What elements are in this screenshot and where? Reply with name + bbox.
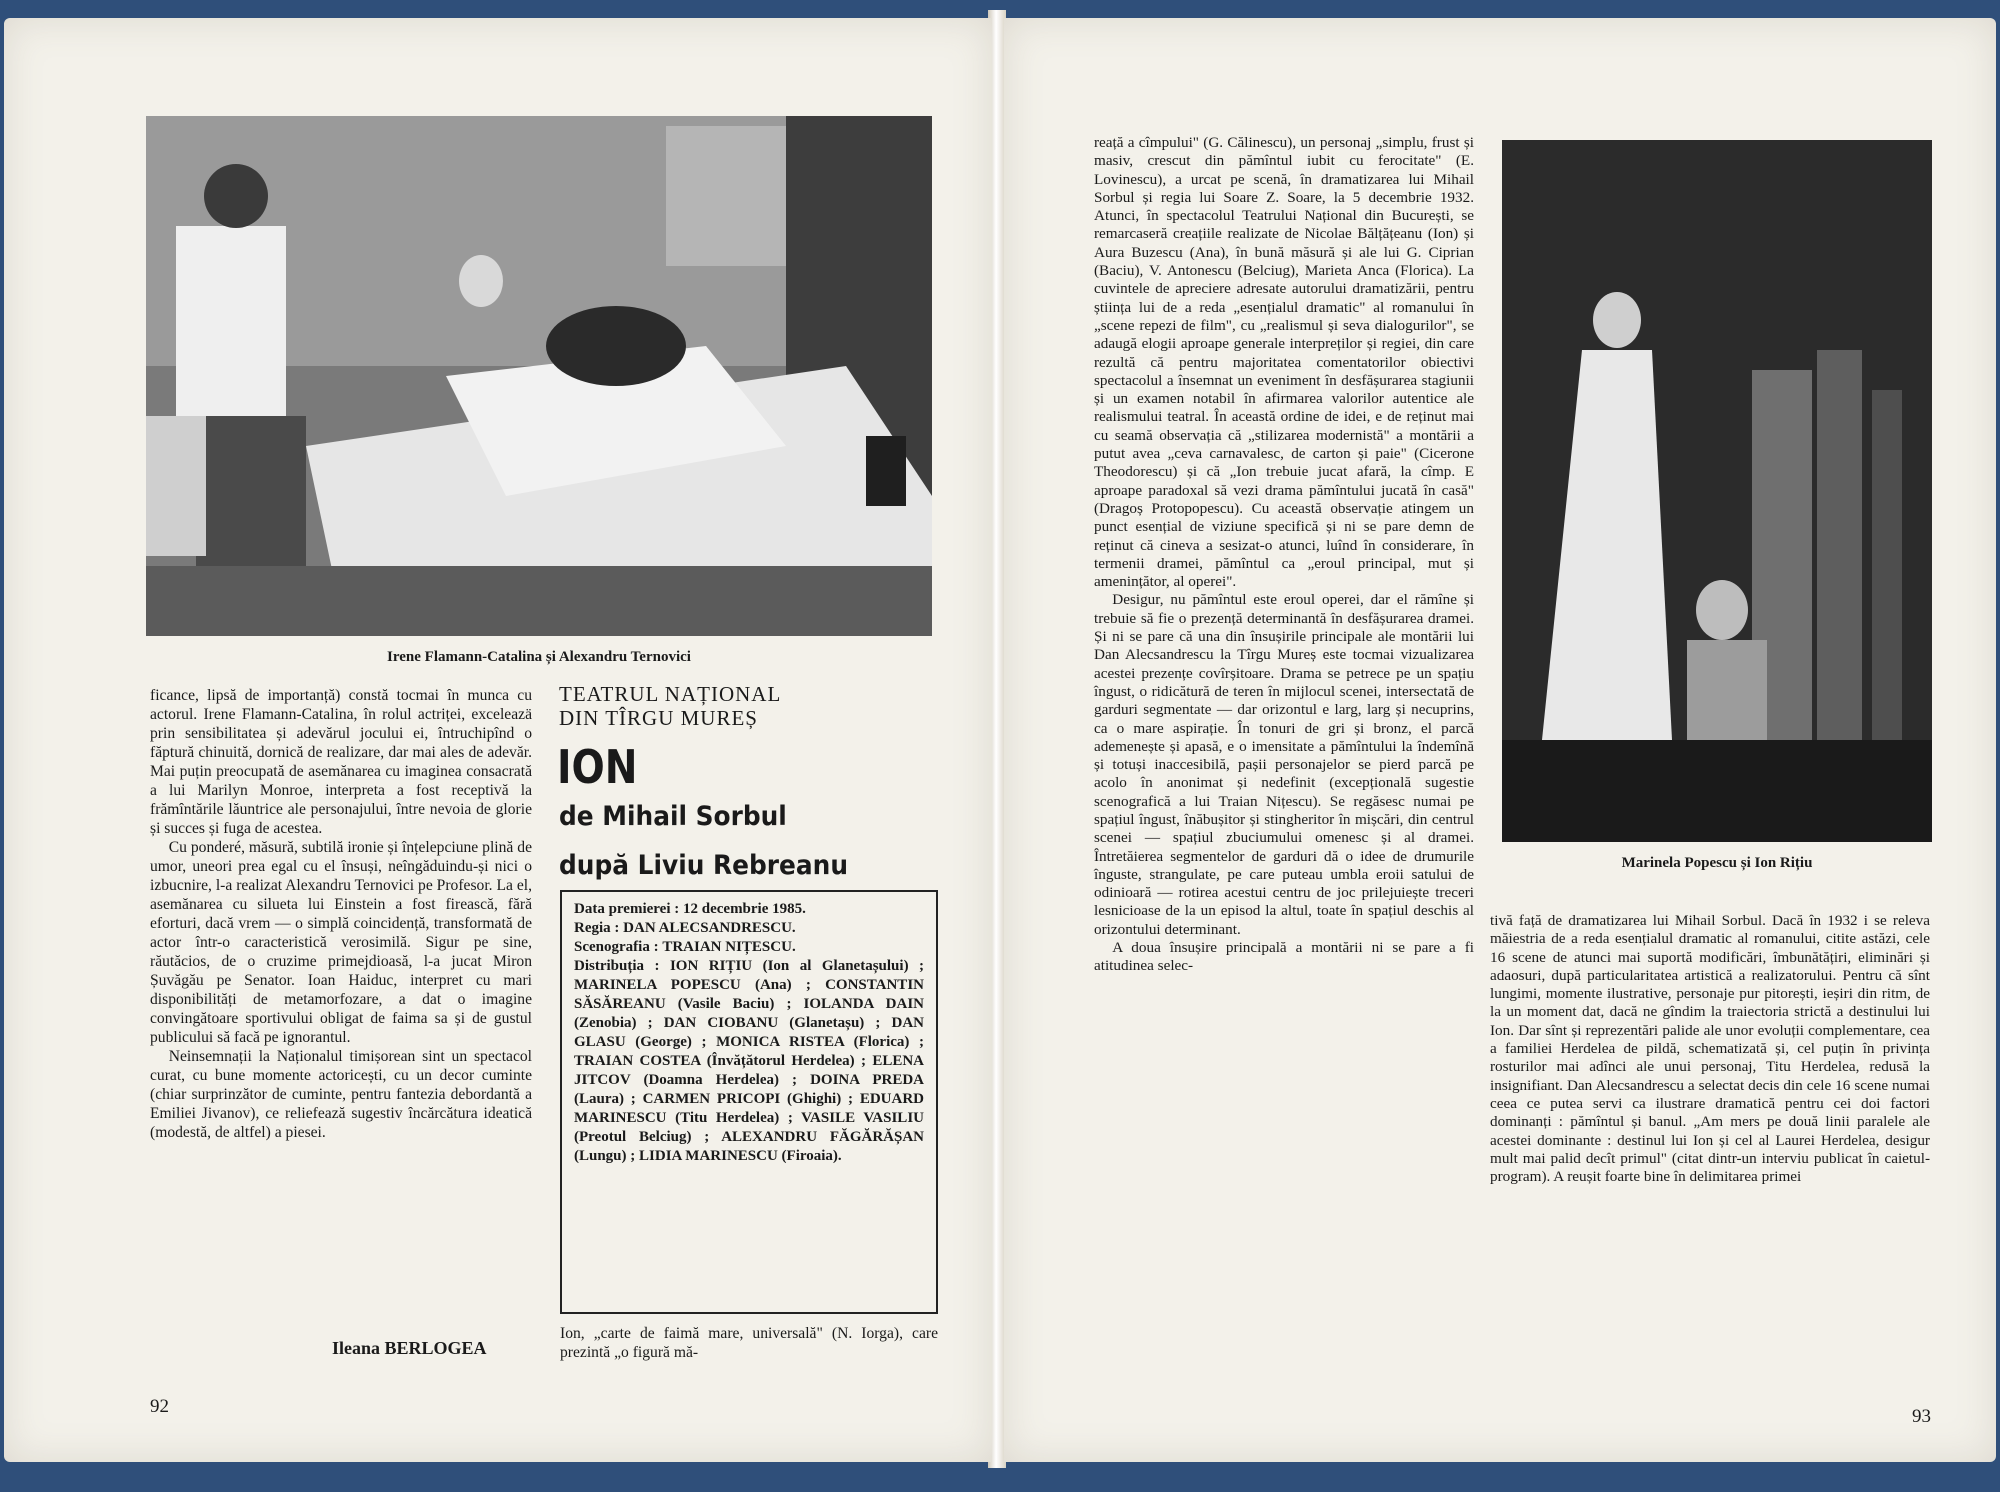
article-column-left xyxy=(1094,134,1474,976)
author-signature: Ileana BERLOGEA xyxy=(332,1338,487,1358)
theatre-name-line: DIN TÎRGU MUREȘ xyxy=(559,706,758,730)
theatre-name xyxy=(559,682,889,730)
director-label: Regia : xyxy=(574,920,620,936)
article-column-right xyxy=(1490,912,1930,1186)
paragraph: reață a cîmpului" (G. Călinescu), un personaj „simplu, frust și masiv, crescut din pămîntul iubit cu ferocitate" (E. Lovinescu), a urcat pe scenă, în dramatizarea lui Mihail Sorbul și regia lui Soare Z. Soare, la 5 decembrie 1932. Atunci, în spectacolul Teatrului Național din București, se remarcaseră creațiile realizate de Nicolae Bălțățeanu (Ion) și Aura Buzescu (Ana), în bună măsură și ale lui G. Ciprian (Baciu), V. Antonescu (Belciug), Marieta Anca (Florica). La cuvintele de apreciere adresate autorului dramatizării, pentru știința lui de a reda „esențialul dramatic" al romanului în „scene repezi de film", cu „realismul și seva dialogurilor", se adaugă elogii aproape generale interpreților și regiei, din care rezultă că pentru majoritatea comentatorilor obiectivi spectacolul a însemnat un eveniment în desfășurarea stagiunii și un examen notabil în afirmarea valorilor autentice ale realismului teatral. În această ordine de idei, e de reținut mai cu seamă observația că „stilizarea modernistă" a montării a putut avea „ceva carnavalesc, de carton și paie" (Cicerone Theodorescu) și că „Ion trebuie jucat afară, la cîmp. E aproape paradoxal să vezi drama pămîntului jucată în casă" (Dragoș Protopopescu). Cu această observație atingem un punct esențial de viziune specifică și ni se pare demn de reținut că cineva a sesizat-o atunci, luînd în considerare, în termenii dramei, pămîntul ca „eroul principal, mut și amenințător, al operei". xyxy=(1094,134,1474,591)
director-value: DAN ALECSANDRESCU. xyxy=(623,920,796,936)
adaptation-line: după Liviu Rebreanu xyxy=(559,850,849,881)
paragraph: ficance, lipsă de importanță) constă tocmai în munca cu actorul. Irene Flamann-Catalina, în rolul actriței, exceleazä prin sensibilitatea și adevărul jocului ei, întruchipînd o făptură chinuită, dornică de realizare, dar mai ales de adevăr. Mai puțin preocupată de asemănarea cu imaginea consacrată a lui Marilyn Monroe, interpreta a fost receptivă la frămîntările lăuntrice ale personajului, între nevoia de glorie și succes și fuga de acestea. xyxy=(150,687,532,837)
theatre-name-line: TEATRUL NAȚIONAL xyxy=(559,682,782,706)
page-number-left: 92 xyxy=(150,1396,169,1417)
play-title: ION xyxy=(557,740,638,794)
paragraph: Neinsemnații la Naționalul timișorean sint un spectacol curat, cu bune momente actoricești, cu un decor cuminte (chiar surprinzător de cuminte, pentru fantezia debordantă a Emiliei Jivanov), ce reliefează sugestiv încărcătura ideatică (modestă, de altfel) a piesei. xyxy=(150,1048,532,1141)
paragraph: Cu ponderé, măsură, subtilă ironie și înțelepciune plină de umor, uneori prea egal cu el însuși, neîngăduindu-și nici o izbucnire, l-a realizat Alexandru Ternovici pe Profesor. La el, asemănarea cu silueta lui Einstein a fost firească, fără eforturi, dacă vrem — o simplă coincidență, transformată de actor într-o caracteristică verosimilă. Sigur pe sine, răutăcios, de o cruzime primejdioasă, l-a jucat Miron Șuvăgău pe Senator. Ioan Haiduc, interpret cu mari disponibilități de metamorfozare, a dat o imagine convingătoare sportivului obligat de faima sa și de gustul publicului să facă pe ignorantul. xyxy=(150,839,532,1046)
photo-bed-scene xyxy=(146,116,932,636)
paragraph: Ion, „carte de faimă mare, universală" (N. Iorga), care prezintă „o figură mă- xyxy=(560,1325,938,1361)
photo-caption: Marinela Popescu și Ion Rițiu xyxy=(1621,855,1813,871)
premiere-value: 12 decembrie 1985. xyxy=(683,901,806,917)
premiere-label: Data premierei : xyxy=(574,901,680,917)
photo-stage-scene xyxy=(1502,140,1932,842)
article-column-left xyxy=(150,686,532,1142)
cast-label: Distribuția : xyxy=(574,958,660,974)
credits-box xyxy=(560,890,938,1314)
photo-caption: Irene Flamann-Catalina și Alexandru Ternovici xyxy=(387,649,691,665)
scenography-value: TRAIAN NIȚESCU. xyxy=(662,939,796,955)
author-line: de Mihail Sorbul xyxy=(559,801,787,832)
article-column-right xyxy=(560,1324,938,1362)
photo-bed-scene-image xyxy=(146,116,932,636)
page-number-right: 93 xyxy=(1912,1406,1931,1427)
scenography-label: Scenografia : xyxy=(574,939,659,955)
right-page xyxy=(1004,18,1996,1462)
left-page xyxy=(4,18,992,1462)
paragraph: tivă față de dramatizarea lui Mihail Sorbul. Dacă în 1932 i se releva măiestria de a reda esențialul dramatic al romanului, citite astăzi, cele 16 scene de atunci mai suportă modificări, îmbunătățiri, eliminări și adaosuri, după particularitatea artistică a realizatorului. Pentru că sînt lungimi, momente ilustrative, personaje pur pitorești, ieșiri din ritm, de la un moment dat, dacă ne gîndim la traiectoria strictă a destinului lui Ion. Dar sînt și reprezentări palide ale unor evoluții complementare, cea a familiei Herdelea de pildă, schematizată și, cel puțin în privința rosturilor mai adînci ale unui personaj, Titu Herdelea, redusă la insignifiant. Dan Alecsandrescu a selectat decis din cele 16 scene numai ceea ce putea servi ca ilustrare dramatică pentru cei doi factori dominanți : pămîntul și banul. „Am mers pe două linii paralele ale acestei dominante : destinul lui Ion și cel al Laurei Herdelea, desigur mult mai palid decît primul" (citat dintr-un interviu publicat în caietul-program). A reușit foarte bine în delimitarea primei xyxy=(1490,912,1930,1186)
photo-stage-scene-image xyxy=(1502,140,1932,842)
cast-value: ION RIȚIU (Ion al Glanetașului) ; MARINELA POPESCU (Ana) ; CONSTANTIN SĂSĂREANU (Vasile Baciu) ; IOLANDA DAIN (Zenobia) ; DAN CIOBANU (Glanetașu) ; DAN GLASU (George) ; MONICA RISTEA (Florica) ; TRAIAN COSTEA (Învățătorul Herdelea) ; ELENA JITCOV (Doamna Herdelea) ; DOINA PREDA (Laura) ; CARMEN PRICOPI (Ghighi) ; EDUARD MARINESCU (Titu Herdelea) ; VASILE VASILIU (Preotul Belciug) ; ALEXANDRU FĂGĂRĂȘAN (Lungu) ; LIDIA MARINESCU (Firoaia). xyxy=(574,958,925,1164)
paragraph: A doua însușire principală a montării ni se pare a fi atitudinea selec- xyxy=(1094,939,1474,975)
paragraph: Desigur, nu pămîntul este eroul operei, dar el rămîne și trebuie să fie o prezență determinantă în desfășurarea dramei. Și ni se pare că una din însușirile principale ale montării lui Dan Alecsandrescu la Tîrgu Mureș este tocmai vizualizarea acestei prezențe covîrșitoare. Drama se petrece pe un spațiu îngust, o ridicătură de teren în mijlocul scenei, intersectată de garduri segmentate — dar orizontul e larg, larg și necuprins, ca o mare aspirație. În tonuri de gri și bronz, el parcă ademenește și apasă, e o imensitate a pămîntului la îndemînă și totuși inaccesibilă, pașii personajelor se pierd parcă pe acolo în anonimat și nedefinit (excepțională sugestie scenografică a lui Traian Nițescu). Se regăsesc numai pe spațiul îngust, înăbușitor și stingheritor în mișcări, din centrul scenei — spațiul zbuciumului omenesc și al dramei. Întretăierea segmentelor de garduri dă o idee de drumurile înguste, strangulate, pe care puteau umbla eroii satului de odinioară — rotirea acestui centru de joc prilejuiește treceri lesnicioase de la un episod la altul, toate în spațiul deschis al orizontului determinant. xyxy=(1094,591,1474,938)
